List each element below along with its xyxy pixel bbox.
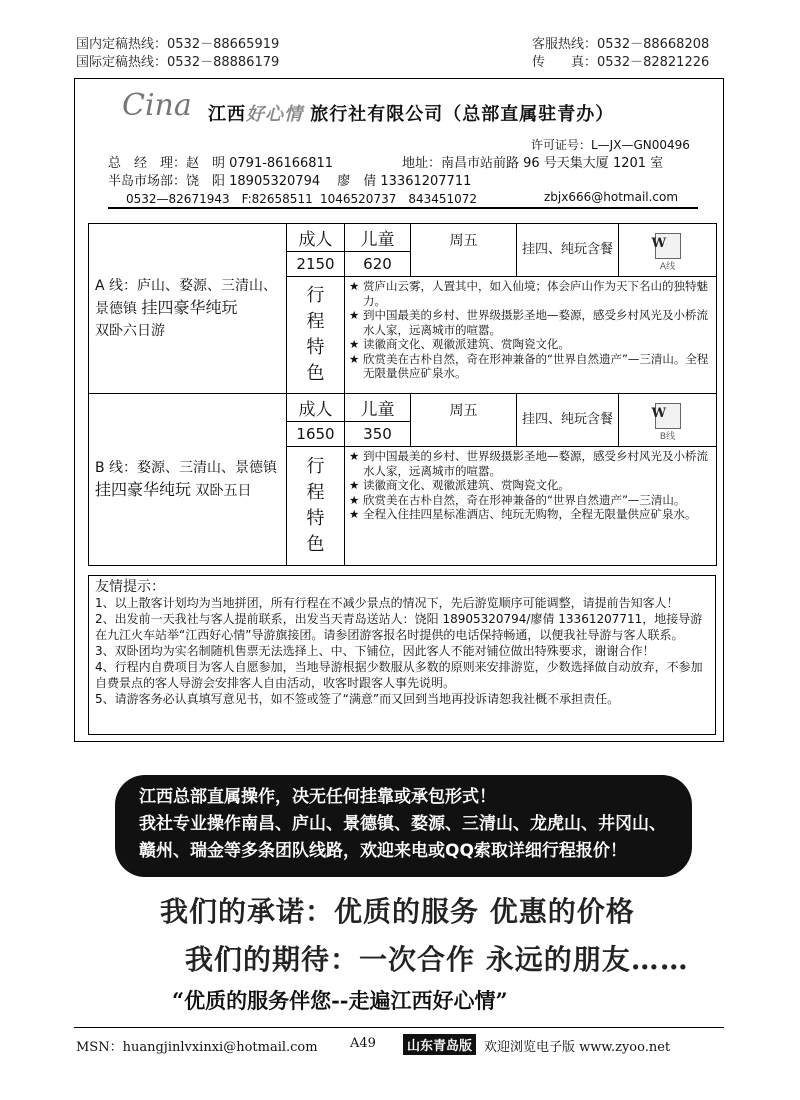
routes-table	[88, 223, 717, 566]
edition-badge: 山东青岛版	[403, 1034, 476, 1055]
promise-line-2: 我们的期待：一次合作 永远的朋友……	[185, 943, 689, 976]
header-rule	[108, 207, 698, 209]
domestic-hotline: 国内定稿热线：0532－88665919	[76, 37, 280, 52]
feature-item: ★ 欣赏美在古朴自然，奇在形神兼备的“世界自然遗产”—三清山。全程无限量供应矿泉水。	[349, 351, 709, 380]
friendly-tips	[88, 575, 716, 735]
route-b-feature-title-text: 行程特色	[306, 456, 325, 555]
phone-fax-line: 0532—82671943 F:82658511	[126, 192, 313, 206]
route-a-depart-day: 周五	[411, 224, 517, 277]
feature-item: ★ 欣赏美在古朴自然，奇在形神兼备的“世界自然遗产”—三清山。	[349, 492, 686, 507]
route-a-description	[89, 224, 287, 394]
agency-name-prefix: 江西	[208, 104, 246, 125]
banner-line-1: 江西总部直属操作，决无任何挂靠或承包形式！	[139, 787, 496, 807]
market-contact: 半岛市场部：饶 阳 18905320794 廖 倩 13361207711	[108, 174, 472, 189]
route-a-adult-price: 2150	[287, 252, 345, 277]
tip-item: 2、出发前一天我社与客人提前联系，出发当天青岛送站人：饶阳 18905320794/廖倩 13361207711，地接导游在九江火车站举“江西好心情”导游旗接团。请参团游客报名时提供的电话保持畅通，以便我社导游与客人联系。	[95, 612, 703, 642]
tip-item: 3、双卧团均为实名制随机售票无法选择上、中、下铺位，因此客人不能对铺位做出特殊要求，谢谢合作！	[95, 644, 655, 658]
footer-rule	[74, 1027, 724, 1028]
star-icon: ★	[349, 308, 360, 322]
page-number: A49	[350, 1036, 376, 1051]
agency-name	[208, 100, 614, 126]
star-icon: ★	[349, 279, 360, 293]
route-b-description	[89, 394, 287, 566]
route-a-child-price: 620	[345, 252, 411, 277]
route-a-adult-label: 成人	[287, 224, 345, 252]
route-b-doc-cell[interactable]	[619, 394, 717, 447]
route-a-doc-label: A线	[659, 261, 676, 272]
feature-item: ★ 读徽商文化、观徽派建筑、赏陶瓷文化。	[349, 337, 570, 351]
tip-item: 1、以上散客计划均为当地拼团，所有行程在不减少景点的情况下，先后游览顺序可能调整，请提前告知客人！	[95, 596, 679, 610]
route-a-feature-title	[287, 277, 345, 394]
route-b-features	[345, 447, 717, 566]
service-hotline: 客服热线：0532－88668208	[532, 37, 710, 52]
feature-item: ★ 全程入住挂四星标准酒店、纯玩无购物，全程无限量供应矿泉水。	[349, 507, 697, 521]
tip-item: 5、请游客务必认真填写意见书，如不签或签了“满意”而又回到当地再投诉请恕我社概不承担责任。	[95, 692, 620, 706]
star-icon: ★	[349, 337, 360, 351]
license-number: 许可证号：L—JX—GN00496	[531, 138, 690, 152]
route-b-package: 挂四、纯玩含餐	[517, 394, 619, 447]
banner-line-3: 赣州、瑞金等多条团队线路，欢迎来电或QQ索取详细行程报价！	[139, 841, 627, 861]
star-icon: ★	[349, 507, 360, 521]
international-hotline: 国际定稿热线：0532－88886179	[76, 55, 280, 70]
route-b-feature-title	[287, 447, 345, 566]
tips-title: 友情提示：	[95, 579, 165, 595]
route-a-desc-highlight: 挂四豪华纯玩	[141, 298, 238, 317]
star-icon: ★	[349, 449, 360, 463]
route-b-child-label: 儿童	[345, 394, 411, 422]
slogan: “优质的服务伴您--走遍江西好心情”	[172, 988, 508, 1013]
promo-banner	[115, 775, 692, 877]
route-b-desc-line2: 双卧五日	[195, 483, 252, 499]
qq-line: 1046520737 843451072	[320, 192, 478, 206]
route-b-price-row	[89, 394, 717, 422]
route-b-desc-highlight: 挂四豪华纯玩	[95, 480, 192, 499]
route-a-feature-title-text: 行程特色	[306, 285, 325, 384]
route-a-price-row	[89, 224, 717, 252]
promise-line-1: 我们的承诺：优质的服务 优惠的价格	[160, 895, 635, 928]
route-b-adult-price: 1650	[287, 422, 345, 447]
feature-item: ★ 读徽商文化、观徽派建筑、赏陶瓷文化。	[349, 478, 570, 492]
agency-address: 地址：南昌市站前路 96 号天集大厦 1201 室	[402, 156, 664, 171]
banner-line-2: 我社专业操作南昌、庐山、景德镇、婺源、三清山、龙虎山、井冈山、	[139, 814, 666, 834]
word-doc-icon[interactable]: W B线	[650, 403, 686, 442]
agency-name-highlight: 好心情	[246, 104, 303, 125]
feature-item: ★ 赏庐山云雾，人置其中，如入仙境；体会庐山作为天下名山的独特魅力。	[349, 279, 708, 308]
fax-number: 传 真：0532－82821226	[532, 55, 710, 70]
manager-contact: 总 经 理：赵 明 0791-86166811	[108, 156, 334, 171]
route-a-desc-line1: A 线：庐山、婺源、三清山、景德镇	[95, 278, 278, 317]
agency-logo: Cina	[122, 88, 192, 123]
route-a-features	[345, 277, 717, 394]
tip-item: 4、行程内自费项目为客人自愿参加，当地导游根据少数服从多数的原则来安排游览，少数选择做自动放弃，不参加自费景点的客人导游会安排客人自由活动，收客时跟客人事先说明。	[95, 660, 703, 690]
feature-item: ★ 到中国最美的乡村、世界级摄影圣地—婺源，感受乡村风光及小桥流水人家，远离城市的喧嚣。	[349, 449, 708, 478]
agency-name-suffix: 旅行社有限公司（总部直属驻青办）	[310, 104, 615, 125]
route-a-desc-line2: 双卧六日游	[95, 323, 165, 339]
route-b-doc-label: B线	[659, 431, 676, 442]
feature-item: ★ 到中国最美的乡村、世界级摄影圣地—婺源，感受乡村风光及小桥流水人家，远离城市的喧嚣。	[349, 308, 708, 337]
word-doc-icon[interactable]: W A线	[650, 233, 686, 272]
route-b-adult-label: 成人	[287, 394, 345, 422]
footer-msn[interactable]: MSN：huangjinlvxinxi@hotmail.com	[76, 1040, 318, 1055]
agency-email: zbjx666@hotmail.com	[544, 190, 679, 204]
route-b-depart-day: 周五	[411, 394, 517, 447]
footer-website[interactable]: 欢迎浏览电子版 www.zyoo.net	[484, 1040, 671, 1055]
star-icon: ★	[349, 478, 360, 492]
route-a-doc-cell[interactable]	[619, 224, 717, 277]
route-b-desc-line1: B 线：婺源、三清山、景德镇	[95, 460, 278, 476]
star-icon: ★	[349, 351, 360, 366]
route-a-package: 挂四、纯玩含餐	[517, 224, 619, 277]
route-b-child-price: 350	[345, 422, 411, 447]
star-icon: ★	[349, 492, 360, 507]
route-a-child-label: 儿童	[345, 224, 411, 252]
